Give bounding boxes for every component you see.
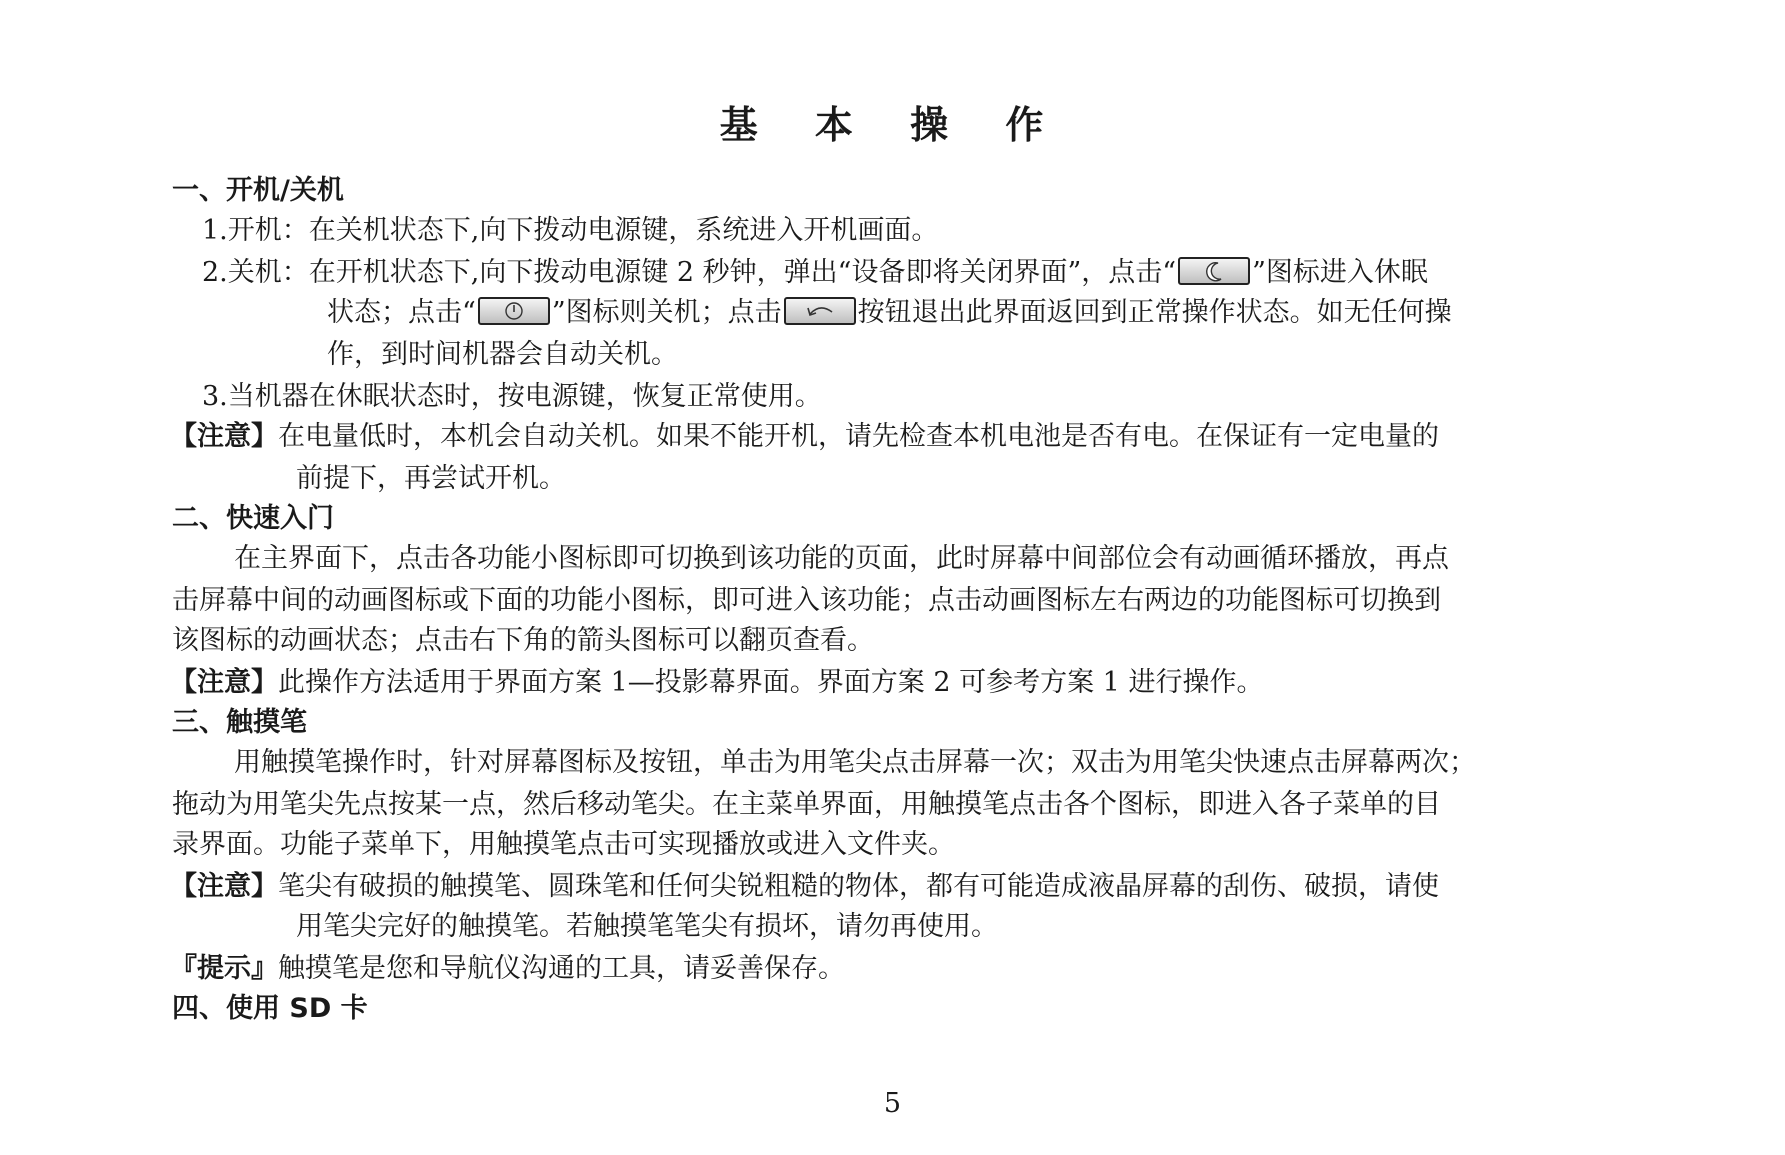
power-on-item: 1.开机：在关机状态下,向下拨动电源键，系统进入开机画面。 xyxy=(202,215,939,246)
power-note-text-a: 在电量低时，本机会自动关机。如果不能开机，请先检查本机电池是否有电。在保证有一定电量的 xyxy=(278,421,1439,452)
quickstart-para-line3: 该图标的动画状态；点击右下角的箭头图标可以翻页查看。 xyxy=(172,625,874,656)
stylus-para-line3: 录界面。功能子菜单下，用触摸笔点击可实现播放或进入文件夹。 xyxy=(172,829,955,860)
stylus-tip xyxy=(170,950,845,988)
power-off-text-f: 作，到时间机器会自动关机。 xyxy=(327,339,678,370)
power-icon xyxy=(480,299,548,323)
stylus-note-text-a: 笔尖有破损的触摸笔、圆珠笔和任何尖锐粗糙的物体，都有可能造成液晶屏幕的刮伤、破损，请使 xyxy=(278,871,1439,902)
power-off-text-a: 2.关机：在开机状态下,向下拨动电源键 2 秒钟，弹出“设备即将关闭界面”，点击“ xyxy=(202,257,1177,288)
section-heading-sdcard: 四、使用 SD 卡 xyxy=(172,993,368,1024)
page-number: 5 xyxy=(883,1088,902,1119)
stylus-tip-text: 触摸笔是您和导航仪沟通的工具，请妥善保存。 xyxy=(278,953,845,984)
power-off-line2 xyxy=(327,294,1452,332)
quickstart-para-line1: 在主界面下，点击各功能小图标即可切换到该功能的页面，此时屏幕中间部位会有动画循环播放，再点 xyxy=(234,543,1449,574)
moon-icon xyxy=(1180,259,1248,283)
power-off-item xyxy=(202,254,1428,292)
power-off-text-e: 按钮退出此界面返回到正常操作状态。如无任何操 xyxy=(857,297,1452,328)
power-off-text-d: ”图标则关机；点击 xyxy=(551,297,782,328)
quickstart-note-text: 此操作方法适用于界面方案 1—投影幕界面。界面方案 2 可参考方案 1 进行操作。 xyxy=(278,667,1264,698)
quickstart-para-line2: 击屏幕中间的动画图标或下面的功能小图标，即可进入该功能；点击动画图标左右两边的功能图标可切换到 xyxy=(172,585,1441,616)
shutdown-button-image xyxy=(478,297,550,325)
section-heading-power: 一、开机/关机 xyxy=(172,175,344,206)
stylus-para-line2: 拖动为用笔尖先点按某一点，然后移动笔尖。在主菜单界面，用触摸笔点击各个图标，即进入各子菜单的目 xyxy=(172,789,1441,820)
sleep-button-image xyxy=(1178,257,1250,285)
power-note-text-b: 前提下，再尝试开机。 xyxy=(296,463,566,494)
note-tag: 【注意】 xyxy=(170,871,278,902)
power-note xyxy=(170,418,1439,456)
back-arrow-icon xyxy=(786,299,854,323)
back-button-image xyxy=(784,297,856,325)
note-tag: 【注意】 xyxy=(170,421,278,452)
page-title: 基 本 操 作 xyxy=(719,103,1066,147)
note-tag: 【注意】 xyxy=(170,667,278,698)
stylus-note-text-b: 用笔尖完好的触摸笔。若触摸笔笔尖有损坏，请勿再使用。 xyxy=(296,911,998,942)
section-heading-quickstart: 二、快速入门 xyxy=(172,503,334,534)
section-heading-stylus: 三、触摸笔 xyxy=(172,707,307,738)
stylus-note xyxy=(170,868,1439,906)
quickstart-note xyxy=(170,664,1263,702)
stylus-para-line1: 用触摸笔操作时，针对屏幕图标及按钮，单击为用笔尖点击屏幕一次；双击为用笔尖快速点击屏幕两次； xyxy=(234,747,1476,778)
power-off-text-b: ”图标进入休眠 xyxy=(1252,257,1428,288)
sleep-wake-item: 3.当机器在休眠状态时，按电源键，恢复正常使用。 xyxy=(202,381,822,412)
power-off-text-c: 状态；点击“ xyxy=(327,297,476,328)
tip-tag: 『提示』 xyxy=(170,953,278,984)
